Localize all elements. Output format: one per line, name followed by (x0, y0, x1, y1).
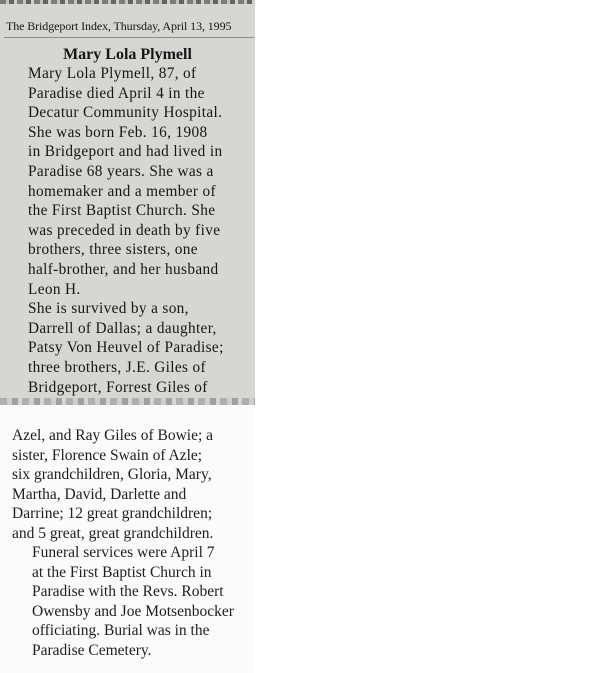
text-line: Owensby and Joe Motsenbocker (32, 602, 234, 620)
text-line: Funeral services were April 7 (32, 544, 215, 561)
text-line: in Bridgeport and had lived in (28, 143, 223, 161)
text-line: Paradise Cemetery. (32, 641, 152, 659)
paragraph-survivors-continued (12, 426, 252, 543)
text-line: Leon H. (28, 280, 81, 298)
text-line: half-brother, and her husband (28, 260, 219, 278)
text-line: Darrell of Dallas; a daughter, (28, 319, 217, 337)
masthead-rule (4, 37, 254, 38)
text-line: six grandchildren, Gloria, Mary, (12, 466, 212, 483)
text-line: Paradise 68 years. She was a (28, 162, 214, 180)
text-line: homemaker and a member of (28, 182, 216, 200)
text-line: Paradise with the Revs. Robert (32, 583, 224, 600)
text-line: She is survived by a son, (28, 300, 189, 318)
text-line: Martha, David, Darlette and (12, 485, 187, 503)
text-line: Darrine; 12 great grandchildren; (12, 505, 213, 522)
obituary-headline: Mary Lola Plymell (63, 46, 192, 63)
text-line: Azel, and Ray Giles of Bowie; a (12, 427, 214, 444)
clipping-bottom (0, 406, 253, 673)
text-line: She was born Feb. 16, 1908 (28, 123, 208, 141)
text-line: three brothers, J.E. Giles of (28, 358, 206, 376)
text-line: and 5 great, great grandchildren. (12, 524, 214, 542)
text-line: Paradise died April 4 in the (28, 84, 205, 102)
print-bleed-top (0, 0, 255, 4)
text-line: Mary Lola Plymell, 87, of (28, 65, 197, 82)
text-line: officiating. Burial was in the (32, 622, 210, 639)
text-line: brothers, three sisters, one (28, 241, 198, 259)
paragraph-survivors (8, 299, 254, 397)
paragraph-funeral (12, 543, 252, 660)
obituary-column-bottom (12, 426, 252, 660)
text-line: Bridgeport, Forrest Giles of (28, 378, 208, 396)
paragraph-biography (8, 123, 254, 299)
clipping-top (0, 0, 255, 405)
text-line: sister, Florence Swain of Azle; (12, 446, 203, 464)
text-line: was preceded in death by five (28, 221, 221, 239)
text-line: at the First Baptist Church in (32, 563, 212, 581)
masthead: The Bridgeport Index, Thursday, April 13, 1995 (6, 19, 232, 33)
print-bleed-bottom (0, 398, 255, 405)
text-line: the First Baptist Church. She (28, 202, 216, 220)
text-line: Patsy Von Heuvel of Paradise; (28, 339, 224, 357)
text-line: Decatur Community Hospital. (28, 104, 223, 122)
paragraph-death (8, 64, 254, 123)
obituary-column-top (8, 64, 254, 397)
